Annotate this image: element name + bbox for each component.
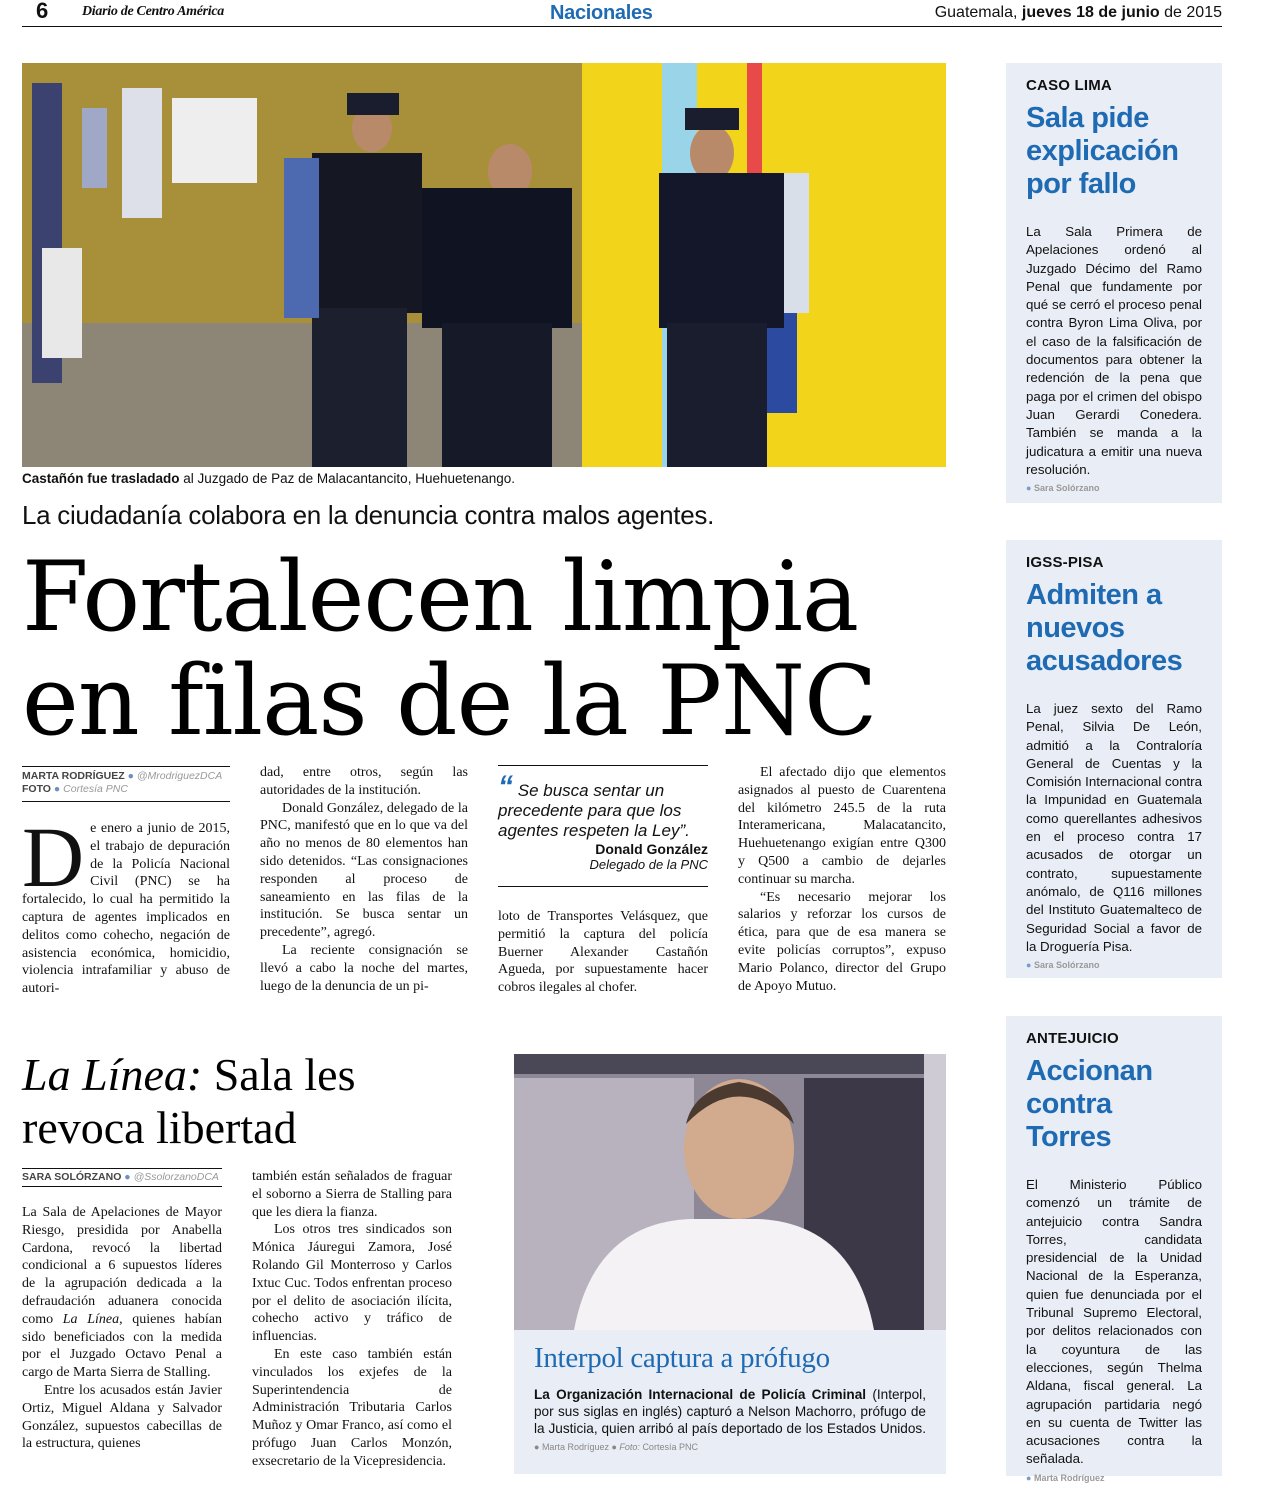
headline-rest: Sala les revoca libertad [22, 1049, 356, 1153]
sidebar-tag: CASO LIMA [1026, 77, 1112, 94]
credit: ● Marta Rodríguez ● Foto: Cortesía PNC [534, 1442, 698, 1452]
date-bold: jueves 18 de junio [1021, 4, 1160, 21]
paragraph: Donald González, delegado de la PNC, manifestó que en lo que va del año no menos de 80 elementos han sido detenidos. “Las consignaciones responden al proceso de saneamiento en las filas de la institución. Se busca sentar un precedente”, agregó. [260, 800, 468, 941]
kicker: La ciudadanía colabora en la denuncia contra malos agentes. [22, 500, 715, 530]
body-text: (Interpol, por sus siglas en inglés) capturó a Nelson Machorro, prófugo de la Justicia, quien arribó al país deportado de los Estados Unidos. [534, 1387, 926, 1436]
sidebar-text: La juez sexto del Ramo Penal, Silvia De León, admitió a la Contraloría General de Cuentas y la Comisión Internacional contra la Impunidad en Guatemala como querellantes adhesivos en el proceso contra 17 acusados de otorgar un contrato, supuestamente anómalo, de Q116 millones del Instituto Guatemalteco de Seguridad Social a favor de la Droguería Pisa. [1026, 701, 1202, 954]
bullet-icon: ● [1026, 1472, 1032, 1483]
lead-column-4 [738, 764, 946, 995]
paragraph: El afectado dijo que elementos asignados al puesto de Cuarentena del kilómetro 245.5 de la ruta Interamericana, Malacatancito, Huehuetenango exigían entre Q300 y Q500 a cambio de dejarles continuar su marcha. [738, 765, 946, 887]
sidebar-text: El Ministerio Público comenzó un trámite de antejuicio contra Sandra Torres, candidata presidencial de la Unidad Nacional de la Esperanza, quien fue denunciada por el Tribunal Supremo Electoral, por delitos relacionados con la coyuntura de las elecciones, según Thelma Aldana, fiscal general. La agrupación partidaria negó en su cuenta de Twitter las acusaciones contra la señalada. [1026, 1177, 1202, 1467]
pull-quote [498, 765, 708, 887]
byline-handle[interactable]: @MrodriguezDCA [136, 770, 223, 782]
date-prefix: Guatemala, [934, 4, 1018, 21]
paragraph: En este caso también están vinculados los exjefes de la Superintendencia de Administración Tributaria Carlos Muñoz y Omar Franco, así como el prófugo Juan Carlos Monzón, exsecretario de la Vicepresidencia. [252, 1346, 452, 1469]
quote-icon: “ [498, 770, 513, 803]
sidebar-tag: ANTEJUICIO [1026, 1030, 1119, 1047]
sidebar-author [1026, 960, 1202, 970]
caption-bold: Castañón fue trasladado [22, 471, 180, 486]
drop-cap: D [22, 809, 85, 905]
emphasis: La Línea [62, 1311, 120, 1327]
quote-text-wrap [498, 770, 708, 841]
interpol-photo [514, 1054, 946, 1330]
paragraph: Entre los acusados están Javier Ortiz, Miguel Aldana y Salvador González, supuestos cabecillas de la estructura, quienes [22, 1382, 222, 1452]
headline-line2: en filas de la PNC [22, 645, 877, 757]
body-bold: La Organización Internacional de Policía Criminal [534, 1387, 867, 1402]
headline-italic: La Línea: [22, 1049, 203, 1100]
byline-author: SARA SOLÓRZANO [22, 1171, 122, 1183]
paragraph: también están señalados de fraguar el soborno a Sierra de Stalling para que les diera la fianza. [252, 1169, 452, 1220]
sidebar-item-antejuicio [1006, 1016, 1222, 1483]
credit-author: Marta Rodríguez [541, 1442, 609, 1452]
dateline [935, 4, 1222, 22]
paragraph: Los otros tres sindicados son Mónica Jáuregui Zamora, José Rolando Gil Monterroso y Carlos Ixtuc Cuc. Todos enfrentan proceso por el delito de asociación ilícita, cohecho activo y tráfico de influencias. [252, 1222, 452, 1345]
paragraph-text: , quienes habían sido beneficiados con la medida por el Juzgado Octavo Penal a cargo de Marta Sierra de Stalling. [22, 1311, 222, 1381]
sidebar-item-igss-pisa [1006, 540, 1222, 978]
interpol-body [534, 1386, 926, 1456]
quote-role: Delegado de la PNC [589, 857, 708, 872]
headline-line1: Fortalecen limpia [22, 541, 859, 653]
lead-photo [22, 63, 946, 467]
paragraph: loto de Transportes Velásquez, que permitió la captura del policía Buerner Alexander Castañón Agueda, por supuestamente hacer cobros ilegales al chofer. [498, 909, 708, 996]
credit-photo: Cortesía PNC [642, 1442, 698, 1452]
paragraph: La reciente consignación se llevó a cabo la noche del martes, luego de la denuncia de un pi- [260, 942, 468, 994]
byline-author: MARTA RODRÍGUEZ [22, 770, 125, 782]
sidebar-author-name: Marta Rodríguez [1033, 1472, 1105, 1483]
lead-column-2 [260, 764, 468, 995]
sidebar-item-caso-lima [1006, 63, 1222, 503]
sidebar-title: Sala pide explicación por fallo [1026, 102, 1179, 200]
photo-label: FOTO [22, 783, 51, 795]
page-number: 6 [36, 0, 49, 23]
sidebar-author-name: Sara Solórzano [1033, 960, 1100, 971]
lead-paragraph [22, 809, 230, 998]
byline-handle[interactable]: @SsolorzanoDCA [133, 1171, 219, 1183]
bullet-icon: ● [1026, 483, 1032, 494]
date-suffix: de 2015 [1164, 4, 1222, 21]
paragraph: dad, entre otros, según las autoridades de la institución. [260, 765, 468, 798]
second-headline [22, 1048, 482, 1154]
bullet-icon: ● [127, 770, 134, 782]
paper-logo: Diario de Centro América [82, 4, 225, 19]
bullet-icon: ● [1026, 960, 1032, 971]
paragraph [22, 1204, 222, 1382]
photo-caption [22, 471, 515, 486]
photo-credit: Cortesía PNC [63, 783, 128, 795]
main-headline [22, 541, 952, 757]
interpol-title: Interpol captura a prófugo [534, 1342, 830, 1374]
sidebar-author [1026, 483, 1202, 493]
bullet-icon: ● [53, 783, 61, 795]
masthead [22, 0, 1222, 27]
caption-text: al Juzgado de Paz de Malacantancito, Huehuetenango. [183, 471, 516, 486]
quote-author: Donald González [595, 841, 708, 857]
sidebar-author-name: Sara Solórzano [1033, 483, 1100, 494]
quote-text: Se busca sentar un precedente para que los agentes respeten la Ley”. [498, 781, 690, 840]
byline [22, 766, 230, 802]
interpol-box [514, 1054, 946, 1474]
sidebar-title: Admiten a nuevos acusadores [1026, 579, 1183, 677]
sidebar-author [1026, 1473, 1202, 1483]
lead-paragraph-text: e enero a junio de 2015, el trabajo de depuración de la Policía Nacional Civil (PNC) se ha fortalecido, lo cual ha permitido la captura de agentes implicados en delitos como cohecho, negación de asistencia económica, homicidio, violencia intrafamiliar y abuso de autori- [22, 821, 230, 997]
bullet-icon: ● [124, 1171, 131, 1183]
paragraph: “Es necesario mejorar los salarios y reforzar los cursos de ética, para que de esa manera se evite policías corruptos”, expuso Mario Polanco, director del Grupo de Apoyo Mutuo. [738, 889, 946, 994]
interpol-photo-illustration [514, 1054, 946, 1330]
lead-photo-illustration [22, 63, 946, 467]
sidebar-tag: IGSS-PISA [1026, 554, 1104, 571]
second-column-2 [252, 1168, 452, 1471]
section-name: Nacionales [550, 2, 653, 24]
sidebar-text: La Sala Primera de Apelaciones ordenó al Juzgado Décimo del Ramo Penal que fundamente por qué se cerró el proceso penal contra Byron Lima Oliva, por el caso de la falsificación de documentos para obtener la redención de la pena que paga por el crimen del obispo Juan Gerardi Conedera. También se manda a la judicatura a emitir una nueva resolución. [1026, 224, 1202, 477]
lead-column-3 [498, 908, 708, 997]
byline [22, 1168, 222, 1187]
paragraph-text: La Sala de Apelaciones de Mayor Riesgo, presidida por Anabella Cardona, revocó la libertad condicional a 6 supuestos líderes de la agrupación dedicada a la defraudación aduanera conocida como [22, 1205, 222, 1327]
second-column-1 [22, 1204, 222, 1453]
lead-column-1 [22, 809, 230, 998]
sidebar-title: Accionan contra Torres [1026, 1055, 1153, 1153]
credit-photo-label: Foto: [619, 1442, 640, 1452]
